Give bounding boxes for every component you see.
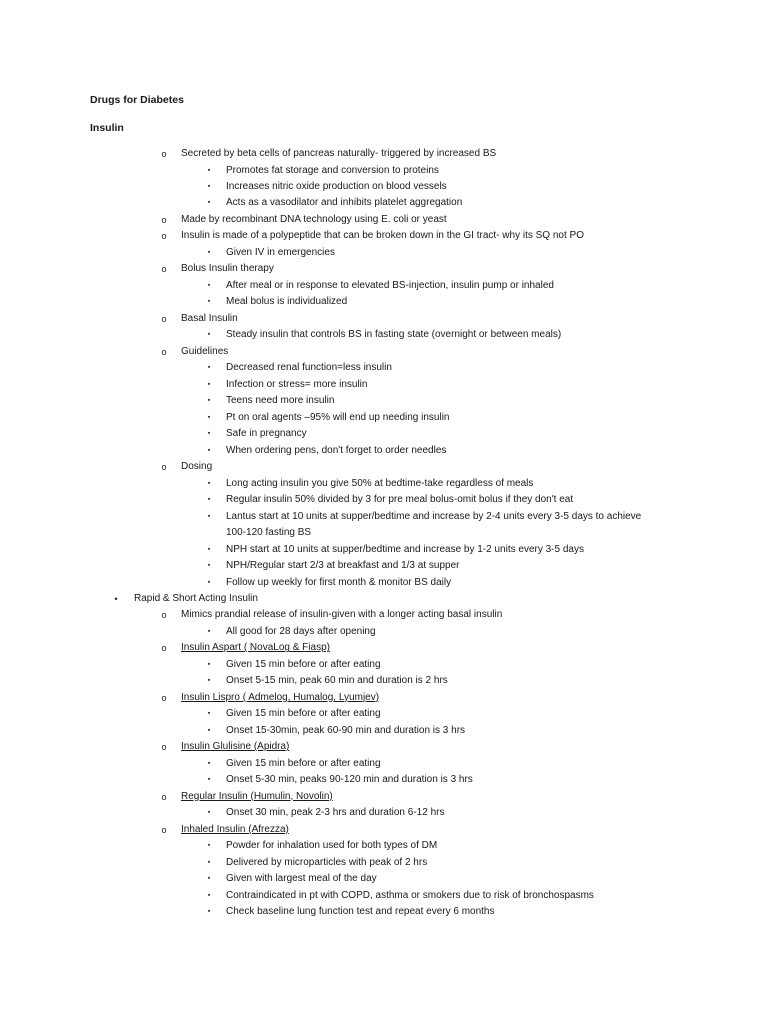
outline-item (161, 739, 290, 755)
outline-item-text: Infection or stress= more insulin (226, 378, 368, 390)
circle-marker-icon: o (161, 346, 167, 357)
square-marker-icon: ▪ (207, 183, 211, 190)
square-marker-icon: ▪ (207, 446, 211, 454)
outline-item-text: NPH/Regular start 2/3 at breakfast and 1/3 at supper (226, 560, 460, 571)
outline-item-text: Onset 5-15 min, peak 60 min and duration is 2 hrs (226, 675, 448, 687)
outline-item (161, 146, 497, 162)
outline-item (207, 558, 460, 574)
outline-item (226, 525, 311, 541)
outline-item (207, 410, 450, 426)
outline-item (207, 443, 447, 459)
square-marker-icon: ▪ (207, 677, 211, 685)
square-marker-icon: ▪ (207, 248, 211, 256)
outline-item (161, 640, 330, 656)
circle-marker-icon: o (161, 791, 167, 802)
square-marker-icon: ▪ (207, 496, 211, 504)
outline-item (207, 706, 381, 722)
square-marker-icon: ▪ (207, 726, 211, 734)
outline-item (207, 756, 381, 772)
outline-item-text: Secreted by beta cells of pancreas naturally- triggered by increased BS (181, 148, 497, 159)
square-marker-icon: ▪ (207, 660, 211, 668)
outline-item-text: Onset 30 min, peak 2-3 hrs and duration 6-12 hrs (226, 807, 445, 819)
outline-item-text: Inhaled Insulin (Afrezza) (181, 823, 289, 835)
outline-item (207, 179, 447, 195)
square-marker-icon: ▪ (207, 627, 211, 635)
outline-item-text: Promotes fat storage and conversion to proteins (226, 164, 439, 176)
outline-item-text: Contraindicated in pt with COPD, asthma or smokers due to risk of bronchospasms (226, 889, 594, 901)
outline-item (207, 426, 307, 442)
outline-item-text: Pt on oral agents –95% will end up needing insulin (226, 411, 450, 423)
circle-marker-icon: o (161, 824, 167, 835)
outline-item (161, 261, 274, 277)
circle-marker-icon: o (161, 214, 167, 225)
square-marker-icon: ▪ (207, 858, 211, 866)
outline-item-text: After meal or in response to elevated BS-injection, insulin pump or inhaled (226, 279, 554, 291)
square-marker-icon: ▪ (207, 512, 211, 520)
outline-item (207, 723, 466, 739)
outline-item (161, 607, 503, 623)
outline-item-text: Given with largest meal of the day (226, 873, 377, 885)
section-heading: Insulin (90, 122, 124, 134)
square-marker-icon: ▪ (207, 710, 211, 718)
outline-item-text: Dosing (181, 461, 213, 473)
circle-marker-icon: o (161, 264, 167, 275)
outline-item-text: Increases nitric oxide production on blood vessels (226, 181, 447, 192)
outline-item-text: Onset 5-30 min, peaks 90-120 min and duration is 3 hrs (226, 774, 473, 786)
square-marker-icon: ▪ (207, 776, 211, 784)
square-marker-icon: ▪ (207, 908, 211, 916)
circle-marker-icon: o (161, 462, 167, 473)
outline-item-text: Powder for inhalation used for both types of DM (226, 840, 438, 852)
outline-item-text: Given IV in emergencies (226, 246, 335, 258)
outline-item-text: Teens need more insulin (226, 395, 335, 407)
outline-item (207, 888, 594, 904)
outline-item (161, 822, 289, 838)
outline-item-text: Delivered by microparticles with peak of 2 hrs (226, 856, 428, 868)
outline-item (207, 245, 335, 261)
outline-item (161, 311, 238, 327)
outline-item-text: Given 15 min before or after eating (226, 658, 381, 670)
bullet-marker-icon: • (114, 594, 118, 604)
square-marker-icon: ▪ (207, 166, 211, 174)
square-marker-icon: ▪ (207, 562, 211, 569)
outline-item-text: Guidelines (181, 345, 229, 357)
outline-item-text: Safe in pregnancy (226, 428, 307, 440)
outline-item (207, 575, 452, 591)
outline-item (207, 838, 438, 854)
square-marker-icon: ▪ (207, 364, 211, 372)
square-marker-icon: ▪ (207, 331, 211, 339)
outline-item (161, 212, 447, 228)
outline-item-text: Lantus start at 10 units at supper/bedtime and increase by 2-4 units every 3-5 days to achieve (226, 510, 642, 522)
outline-item (207, 855, 428, 871)
outline-item (207, 360, 392, 376)
outline-item (207, 805, 445, 821)
outline-item-text: Long acting insulin you give 50% at bedtime-take regardless of meals (226, 477, 534, 489)
outline-item (207, 509, 642, 525)
circle-marker-icon: o (161, 610, 167, 621)
outline-item (207, 476, 534, 492)
outline-item-text: Insulin is made of a polypeptide that can be broken down in the GI tract- why its SQ not PO (181, 230, 584, 242)
outline-item (207, 492, 574, 508)
square-marker-icon: ▪ (207, 430, 211, 438)
outline-item-text: Follow up weekly for first month & monitor BS daily (226, 576, 452, 588)
outline-item (207, 278, 554, 294)
outline-item-text: Given 15 min before or after eating (226, 708, 381, 720)
circle-marker-icon: o (161, 742, 167, 753)
square-marker-icon: ▪ (207, 281, 211, 289)
square-marker-icon: ▪ (207, 891, 211, 899)
outline-item-text: Decreased renal function=less insulin (226, 362, 392, 374)
outline-item (207, 294, 348, 310)
outline-item (161, 789, 333, 805)
outline-item (207, 542, 584, 558)
outline-item-text: Mimics prandial release of insulin-given with a longer acting basal insulin (181, 609, 503, 621)
outline-item (114, 591, 258, 607)
square-marker-icon: ▪ (207, 578, 211, 586)
outline-item-text: All good for 28 days after opening (226, 625, 376, 637)
outline-item-text: Check baseline lung function test and repeat every 6 months (226, 906, 495, 918)
outline-item (207, 871, 377, 887)
outline-item-text: Onset 15-30min, peak 60-90 min and duration is 3 hrs (226, 724, 466, 736)
outline-item (161, 459, 213, 475)
page-title: Drugs for Diabetes (90, 94, 184, 106)
circle-marker-icon: o (161, 643, 167, 654)
square-marker-icon: ▪ (207, 479, 211, 487)
square-marker-icon: ▪ (207, 809, 211, 817)
square-marker-icon: ▪ (207, 397, 211, 405)
outline-item-text: Made by recombinant DNA technology using E. coli or yeast (181, 213, 447, 225)
outline-item (161, 228, 584, 244)
square-marker-icon: ▪ (207, 199, 211, 207)
outline-item (207, 772, 473, 788)
square-marker-icon: ▪ (207, 380, 211, 388)
outline-item (207, 393, 335, 409)
outline-item-text: Regular insulin 50% divided by 3 for pre meal bolus-omit bolus if they don't eat (226, 494, 574, 506)
outline-item (207, 163, 439, 179)
square-marker-icon: ▪ (207, 875, 211, 883)
outline-item-text: Basal Insulin (181, 312, 238, 324)
outline-item-text: Acts as a vasodilator and inhibits platelet aggregation (226, 197, 463, 209)
outline-item (207, 377, 368, 393)
outline-item (161, 690, 380, 706)
outline-item-text: Steady insulin that controls BS in fasting state (overnight or between meals) (226, 329, 562, 341)
outline-item (207, 904, 495, 920)
square-marker-icon: ▪ (207, 413, 211, 421)
outline-item-text: 100-120 fasting BS (226, 527, 312, 538)
outline-item-text: NPH start at 10 units at supper/bedtime and increase by 1-2 units every 3-5 days (226, 543, 584, 555)
square-marker-icon: ▪ (207, 545, 211, 553)
outline-item-text: Insulin Glulisine (Apidra) (181, 741, 290, 753)
outline-item-text: Given 15 min before or after eating (226, 757, 381, 769)
circle-marker-icon: o (161, 149, 167, 159)
outline-item-text: When ordering pens, don't forget to order needles (226, 444, 447, 456)
outline-item (207, 673, 448, 689)
outline-item-text: Regular Insulin (Humulin, Novolin) (181, 790, 333, 802)
circle-marker-icon: o (161, 692, 167, 703)
outline-item-text: Insulin Lispro ( Admelog, Humalog, Lyumjev) (181, 691, 380, 703)
outline-item-text: Meal bolus is individualized (226, 296, 348, 308)
outline-item (207, 327, 562, 343)
outline-item (207, 657, 381, 673)
square-marker-icon: ▪ (207, 759, 211, 767)
square-marker-icon: ▪ (207, 298, 211, 306)
square-marker-icon: ▪ (207, 842, 211, 850)
outline-item (207, 624, 376, 640)
outline-item-text: Insulin Aspart ( NovaLog & Fiasp) (181, 642, 330, 654)
outline-item-text: Rapid & Short Acting Insulin (134, 593, 258, 604)
circle-marker-icon: o (161, 313, 167, 324)
outline-item-text: Bolus Insulin therapy (181, 263, 274, 275)
circle-marker-icon: o (161, 231, 167, 242)
outline-item (161, 344, 229, 360)
outline-item (207, 195, 463, 211)
